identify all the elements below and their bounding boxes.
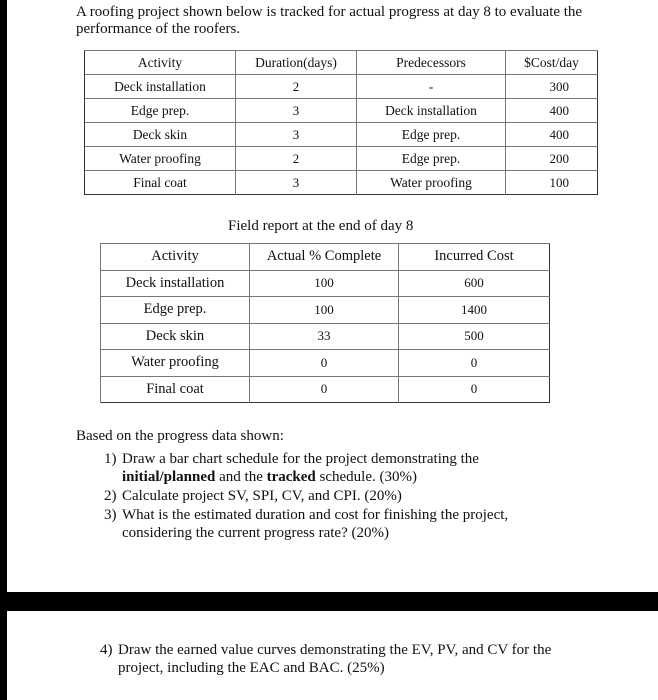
table-header-row bbox=[85, 51, 598, 75]
complete-cell: 0 bbox=[250, 350, 399, 377]
questions-lead: Based on the progress data shown: bbox=[76, 428, 284, 444]
header-activity: Activity bbox=[85, 51, 236, 75]
duration-cell: 2 bbox=[236, 75, 357, 99]
question-2 bbox=[104, 487, 574, 505]
complete-cell: 0 bbox=[250, 376, 399, 403]
question-emphasis: initial/planned bbox=[122, 469, 216, 485]
table-row bbox=[101, 323, 550, 350]
question-1 bbox=[104, 450, 574, 486]
table-row bbox=[85, 99, 598, 123]
incurred-cost-cell: 0 bbox=[399, 350, 550, 377]
question-number: 3) bbox=[104, 507, 117, 523]
complete-cell: 33 bbox=[250, 323, 399, 350]
header-incurred-cost: Incurred Cost bbox=[399, 244, 550, 271]
header-duration: Duration(days) bbox=[236, 51, 357, 75]
question-emphasis: tracked bbox=[266, 469, 316, 485]
complete-cell: 100 bbox=[250, 270, 399, 297]
activity-cell: Edge prep. bbox=[85, 99, 236, 123]
table-row bbox=[101, 270, 550, 297]
table-row bbox=[85, 147, 598, 171]
header-cost-per-day: $Cost/day bbox=[506, 51, 598, 75]
schedule-table bbox=[84, 50, 598, 195]
question-text: Draw a bar chart schedule for the project demonstrating the bbox=[122, 451, 479, 467]
field-report-title: Field report at the end of day 8 bbox=[228, 218, 414, 234]
table-row bbox=[101, 350, 550, 377]
question-text: schedule. (30%) bbox=[315, 469, 417, 485]
header-predecessors: Predecessors bbox=[357, 51, 506, 75]
table-row bbox=[101, 297, 550, 324]
header-activity: Activity bbox=[101, 244, 250, 271]
complete-cell: 100 bbox=[250, 297, 399, 324]
question-text: and the bbox=[215, 469, 267, 485]
question-4 bbox=[100, 641, 570, 678]
table-row bbox=[85, 123, 598, 147]
header-actual-complete: Actual % Complete bbox=[250, 244, 399, 271]
activity-cell: Deck skin bbox=[85, 123, 236, 147]
question-3 bbox=[104, 506, 574, 542]
incurred-cost-cell: 600 bbox=[399, 270, 550, 297]
incurred-cost-cell: 1400 bbox=[399, 297, 550, 324]
duration-cell: 3 bbox=[236, 123, 357, 147]
question-number: 2) bbox=[104, 488, 117, 504]
incurred-cost-cell: 500 bbox=[399, 323, 550, 350]
duration-cell: 3 bbox=[236, 99, 357, 123]
intro-paragraph: A roofing project shown below is tracked for actual progress at day 8 to evaluate the performance of the roofers. bbox=[76, 4, 583, 37]
activity-cell: Deck installation bbox=[101, 270, 250, 297]
cost-cell: 400 bbox=[506, 99, 598, 123]
question-text: Draw the earned value curves demonstrating the EV, PV, and CV for the project, including the EAC and BAC. (25%) bbox=[118, 642, 552, 676]
duration-cell: 2 bbox=[236, 147, 357, 171]
field-report-table bbox=[100, 243, 550, 403]
duration-cell: 3 bbox=[236, 171, 357, 195]
cost-cell: 200 bbox=[506, 147, 598, 171]
table-header-row bbox=[101, 244, 550, 271]
predecessor-cell: Deck installation bbox=[357, 99, 506, 123]
question-number: 4) bbox=[100, 642, 113, 658]
activity-cell: Water proofing bbox=[101, 350, 250, 377]
question-number: 1) bbox=[104, 451, 117, 467]
cost-cell: 400 bbox=[506, 123, 598, 147]
activity-cell: Final coat bbox=[101, 376, 250, 403]
incurred-cost-cell: 0 bbox=[399, 376, 550, 403]
activity-cell: Deck installation bbox=[85, 75, 236, 99]
activity-cell: Edge prep. bbox=[101, 297, 250, 324]
question-list bbox=[104, 450, 574, 543]
predecessor-cell: - bbox=[357, 75, 506, 99]
predecessor-cell: Water proofing bbox=[357, 171, 506, 195]
predecessor-cell: Edge prep. bbox=[357, 123, 506, 147]
predecessor-cell: Edge prep. bbox=[357, 147, 506, 171]
question-text: What is the estimated duration and cost for finishing the project, considering the current progress rate? (20%) bbox=[122, 507, 509, 541]
table-row bbox=[85, 75, 598, 99]
activity-cell: Deck skin bbox=[101, 323, 250, 350]
table-row bbox=[101, 376, 550, 403]
activity-cell: Final coat bbox=[85, 171, 236, 195]
cost-cell: 300 bbox=[506, 75, 598, 99]
cost-cell: 100 bbox=[506, 171, 598, 195]
activity-cell: Water proofing bbox=[85, 147, 236, 171]
table-row bbox=[85, 171, 598, 195]
question-text: Calculate project SV, SPI, CV, and CPI. (20%) bbox=[122, 488, 402, 504]
